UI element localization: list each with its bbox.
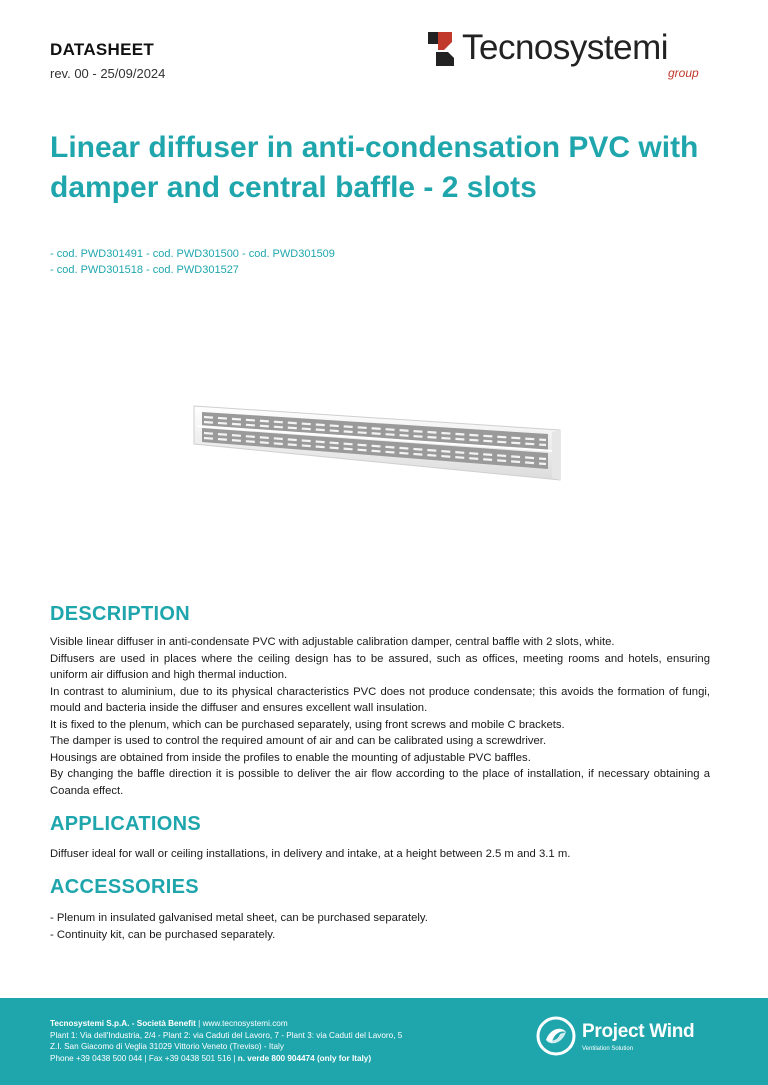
page-title: Linear diffuser in anti-condensation PVC with damper and central baffle - 2 slots <box>50 131 699 204</box>
accessory-item: - Plenum in insulated galvanised metal sheet, can be purchased separately. <box>50 912 428 924</box>
project-wind-tagline: Ventilation Solution <box>582 1046 634 1052</box>
footer-phone-fax: Phone +39 0438 500 044 | Fax +39 0438 501 516 <box>50 1053 232 1063</box>
accessory-item: - Continuity kit, can be purchased separately. <box>50 928 276 941</box>
product-codes-line-1: - cod. PWD301491 - cod. PWD301500 - cod. PWD301509 <box>50 248 335 260</box>
applications-text: Diffuser ideal for wall or ceiling installations, in delivery and intake, at a height between 2.5 m and 3.1 m. <box>50 848 571 860</box>
description-paragraph: Diffusers are used in places where the ceiling design has to be assured, such as offices, meeting rooms and hotels, ensuring uniform air diffusion and high thermal induction. <box>50 652 710 681</box>
footer-company: Tecnosystemi S.p.A. - Società Benefit <box>50 1019 196 1028</box>
footer-toll-free: n. verde 800 904474 (only for Italy) <box>237 1053 372 1063</box>
product-image <box>188 392 568 502</box>
accessories-list <box>50 910 710 943</box>
footer-contact: Tecnosystemi S.p.A. - Società Benefit | www.tecnosystemi.com Plant 1: Via dell'Industria, 2/4 - Plant 2: via Caduti del Lavoro, 7 - Plant 3: via Caduti del Lavoro, 5 Z.I. San Giacomo di Veglia 31029 Vittorio Veneto (Treviso) - Italy Phone +39 0438 500 044 | Fax +39 0438 501 516 | n. verde 800 904474 (only for Italy) <box>50 1019 403 1063</box>
project-wind-name: Project Wind <box>582 1021 695 1042</box>
footer-website-link[interactable]: www.tecnosystemi.com <box>202 1019 288 1028</box>
project-wind-logo-icon <box>536 1016 576 1056</box>
footer-address: Z.I. San Giacomo di Veglia 31029 Vittorio Veneto (Treviso) - Italy <box>50 1042 284 1051</box>
logo-group-text: group <box>668 66 699 80</box>
applications-heading: APPLICATIONS <box>50 813 202 835</box>
description-paragraph: By changing the baffle direction it is possible to deliver the air flow according to the place of installation, if necessary obtaining a Coanda effect. <box>50 768 710 797</box>
description-body <box>50 634 710 799</box>
description-paragraph: The damper is used to control the required amount of air and can be calibrated using a screwdriver. <box>50 735 547 747</box>
logo-wordmark: Tecnosystemi <box>462 28 669 67</box>
description-paragraph: In contrast to aluminium, due to its physical characteristics PVC does not produce condensate; this avoids the formation of fungi, mould and bacteria inside the diffuser and ensures excellent wall insulation. <box>50 685 710 714</box>
doc-type-label: DATASHEET <box>50 40 155 59</box>
revision-date: rev. 00 - 25/09/2024 <box>50 66 166 81</box>
footer-plants: Plant 1: Via dell'Industria, 2/4 - Plant 2: via Caduti del Lavoro, 7 - Plant 3: via Caduti del Lavoro, 5 <box>50 1030 403 1040</box>
description-heading: DESCRIPTION <box>50 603 190 625</box>
product-codes-line-2: - cod. PWD301518 - cod. PWD301527 <box>50 264 239 276</box>
description-paragraph: Visible linear diffuser in anti-condensate PVC with adjustable calibration damper, central baffle with 2 slots, white. <box>50 636 615 648</box>
description-paragraph: Housings are obtained from inside the profiles to enable the mounting of adjustable PVC baffles. <box>50 751 531 764</box>
description-paragraph: It is fixed to the plenum, which can be purchased separately, using front screws and mobile C brackets. <box>50 718 565 731</box>
accessories-heading: ACCESSORIES <box>50 876 199 898</box>
